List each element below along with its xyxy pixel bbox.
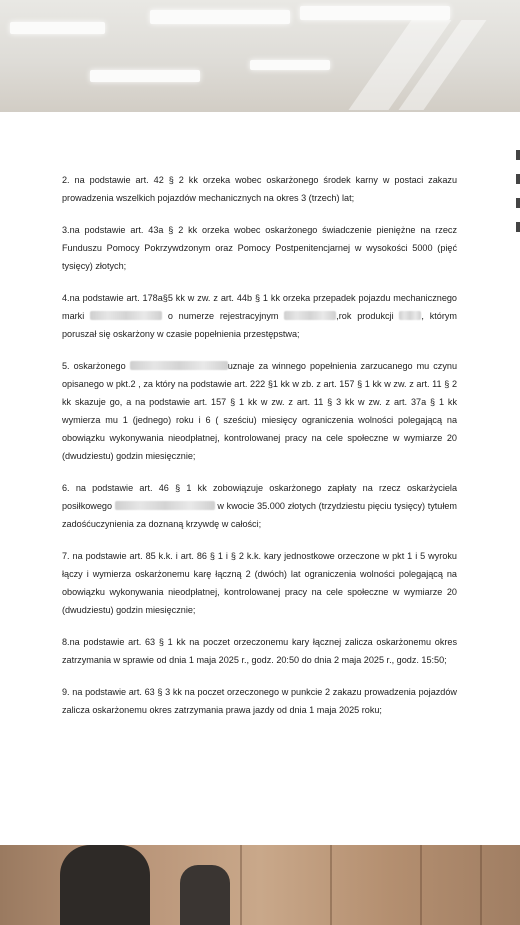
paragraph-4 xyxy=(62,289,457,343)
paragraph-6 xyxy=(62,479,457,533)
paragraph-text: 5. oskarżonego xyxy=(62,361,130,371)
paragraph-text: 4.na podstawie art. 178a§5 kk w zw. z art. 44b § 1 kk orzeka przepadek pojazdu mechanicznego marki xyxy=(62,293,457,321)
paragraph-text: uznaje za winnego popełnienia zarzucanego mu czynu opisanego w pkt.2 , za który na podstawie art. 222 §1 kk w zb. z art. 157 § 1 kk w zw. z art. 11 § 2 kk skazuje go, a na podstawie art. 157 § 1 kk w zw. z art. 11 § 3 kk w zw. z art. 37a § 1 kk wymierza mu 1 (jednego) roku i 6 ( sześciu) miesięcy ograniczenia wolności polegającą na obowiązku wykonywania nieodpłatnej, kontrolowanej pracy na cele społeczne w wymiarze 20 (dwudziestu) godzin miesięcznie; xyxy=(62,361,457,461)
paragraph-9 xyxy=(62,683,457,719)
paragraph-2 xyxy=(62,171,457,207)
paragraph-7 xyxy=(62,547,457,619)
paragraph-text: w kwocie 35.000 złotych (trzydziestu pięciu tysięcy) tytułem zadośćuczynienia za doznaną krzywdę w całości; xyxy=(62,501,458,529)
background-photo-top xyxy=(0,0,520,112)
redacted-registration xyxy=(284,311,336,320)
paragraph-3 xyxy=(62,221,457,275)
paragraph-8 xyxy=(62,633,457,669)
redacted-name xyxy=(130,361,228,370)
document-body xyxy=(62,171,457,733)
redacted-name xyxy=(115,501,215,510)
paragraph-text: ,rok produkcji xyxy=(336,311,400,321)
background-photo-bottom xyxy=(0,845,520,925)
redacted-year xyxy=(399,311,421,320)
paragraph-text: 2. na podstawie art. 42 § 2 kk orzeka wobec oskarżonego środek karny w postaci zakazu prowadzenia wszelkich pojazdów mechanicznych na okres 3 (trzech) lat; xyxy=(62,175,457,203)
paragraph-text: 9. na podstawie art. 63 § 3 kk na poczet orzeczonego w punkcie 2 zakazu prowadzenia pojazdów zalicza oskarżonemu okres zatrzymania prawa jazdy od dnia 1 maja 2025 roku; xyxy=(62,687,457,715)
edge-marks xyxy=(516,150,520,260)
paragraph-text: 7. na podstawie art. 85 k.k. i art. 86 § 1 i § 2 k.k. kary jednostkowe orzeczone w pkt 1 i 5 wyroku łączy i wymierza oskarżonemu karę łączną 2 (dwóch) lat ograniczenia wolności polegającą na obowiązku wykonywania nieodpłatnej, kontrolowanej pracy na cele społeczne w wymiarze 20 (dwudziestu) godzin miesięcznie; xyxy=(62,551,457,615)
paragraph-text: 6. na podstawie art. 46 § 1 kk zobowiązuje oskarżonego zapłaty na rzecz oskarżyciela posiłkowego xyxy=(62,483,457,511)
paragraph-text: 3.na podstawie art. 43a § 2 kk orzeka wobec oskarżonego świadczenie pieniężne na rzecz Funduszu Pomocy Pokrzywdzonym oraz Pomocy Postpenitencjarnej w wysokości 5000 (pięć tysięcy) złotych; xyxy=(62,225,457,271)
paragraph-text: , którym poruszał się oskarżony w czasie popełnienia przestępstwa; xyxy=(62,311,457,339)
chair-shape xyxy=(180,865,230,925)
paragraph-5 xyxy=(62,357,457,465)
paragraph-text: o numerze rejestracyjnym xyxy=(162,311,285,321)
paragraph-text: 8.na podstawie art. 63 § 1 kk na poczet orzeczonemu kary łącznej zalicza oskarżonemu okres zatrzymania w sprawie od dnia 1 maja 2025 r., godz. 20:50 do dnia 2 maja 2025 r., godz. 15:50; xyxy=(62,637,457,665)
chair-shape xyxy=(60,845,150,925)
redacted-brand xyxy=(90,311,162,320)
